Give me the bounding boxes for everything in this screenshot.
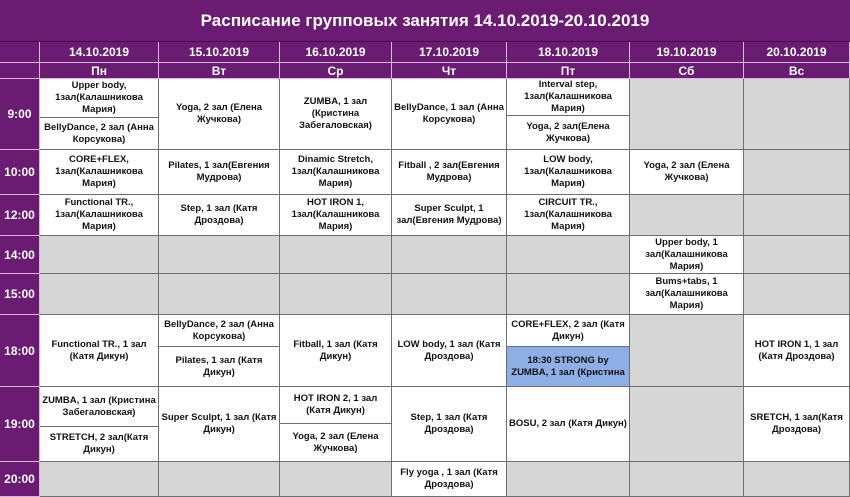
time-label: 19:00 (0, 387, 40, 462)
session-cell: SRETCH, 1 зал(Катя Дроздова) (744, 387, 850, 462)
session-cell: Functional TR., 1 зал (Катя Дикун) (40, 315, 159, 387)
page-title: Расписание групповых занятия 14.10.2019-20.10.2019 (0, 0, 850, 42)
day-weekday-header: Сб (630, 63, 744, 79)
session-cell: Upper body, 1зал(Калашникова Мария) (40, 79, 159, 118)
empty-cell (744, 150, 850, 195)
session-cell: HOT IRON 1, 1зал(Калашникова Мария) (280, 195, 392, 236)
day-date-header: 14.10.2019 (40, 42, 159, 63)
empty-cell (630, 462, 744, 497)
day-weekday-header: Чт (392, 63, 507, 79)
time-label: 14:00 (0, 236, 40, 274)
session-cell: LOW body, 1 зал (Катя Дроздова) (392, 315, 507, 387)
time-label: 18:00 (0, 315, 40, 387)
corner-cell (0, 63, 40, 79)
time-label: 15:00 (0, 274, 40, 315)
session-cell: CORE+FLEX, 1зал(Калашникова Мария) (40, 150, 159, 195)
day-date-header: 15.10.2019 (159, 42, 280, 63)
empty-cell (159, 274, 280, 315)
session-cell: Interval step, 1зал(Калашникова Мария) (507, 79, 630, 116)
session-cell: CORE+FLEX, 2 зал (Катя Дикун) (507, 315, 630, 347)
session-cell: CIRCUIT TR., 1зал(Калашникова Мария) (507, 195, 630, 236)
day-weekday-header: Вт (159, 63, 280, 79)
session-cell: Yoga, 2 зал(Елена Жучкова) (507, 116, 630, 150)
day-date-header: 19.10.2019 (630, 42, 744, 63)
session-cell: Fitball , 2 зал(Евгения Мудрова) (392, 150, 507, 195)
day-date-header: 16.10.2019 (280, 42, 392, 63)
session-cell: Yoga, 2 зал (Елена Жучкова) (280, 424, 392, 462)
session-cell: LOW body, 1зал(Калашникова Мария) (507, 150, 630, 195)
empty-cell (159, 462, 280, 497)
empty-cell (630, 79, 744, 150)
session-cell: BOSU, 2 зал (Катя Дикун) (507, 387, 630, 462)
time-label: 10:00 (0, 150, 40, 195)
session-cell: BellyDance, 2 зал (Анна Корсукова) (159, 315, 280, 347)
session-cell: Super Sculpt, 1 зал (Катя Дикун) (159, 387, 280, 462)
empty-cell (744, 274, 850, 315)
time-label: 20:00 (0, 462, 40, 497)
corner-cell (0, 42, 40, 63)
empty-cell (507, 236, 630, 274)
session-cell: BellyDance, 1 зал (Анна Корсукова) (392, 79, 507, 150)
empty-cell (40, 236, 159, 274)
empty-cell (280, 236, 392, 274)
empty-cell (392, 236, 507, 274)
empty-cell (744, 79, 850, 150)
session-cell: Yoga, 2 зал (Елена Жучкова) (630, 150, 744, 195)
session-cell: Pilates, 1 зал (Катя Дикун) (159, 347, 280, 387)
session-cell: ZUMBA, 1 зал (Кристина Забегаловская) (40, 387, 159, 427)
session-cell: BellyDance, 2 зал (Анна Корсукова) (40, 118, 159, 150)
day-weekday-header: Пт (507, 63, 630, 79)
empty-cell (40, 462, 159, 497)
empty-cell (744, 236, 850, 274)
session-cell: Fitball, 1 зал (Катя Дикун) (280, 315, 392, 387)
session-cell: Yoga, 2 зал (Елена Жучкова) (159, 79, 280, 150)
session-cell: Super Sculpt, 1 зал(Евгения Мудрова) (392, 195, 507, 236)
empty-cell (280, 462, 392, 497)
day-weekday-header: Ср (280, 63, 392, 79)
day-weekday-header: Пн (40, 63, 159, 79)
empty-cell (392, 274, 507, 315)
session-cell: Dinamic Stretch, 1зал(Калашникова Мария) (280, 150, 392, 195)
session-cell: Step, 1 зал (Катя Дроздова) (159, 195, 280, 236)
session-cell: 18:30 STRONG by ZUMBA, 1 зал (Кристина (507, 347, 630, 387)
time-label: 9:00 (0, 79, 40, 150)
day-date-header: 18.10.2019 (507, 42, 630, 63)
empty-cell (40, 274, 159, 315)
empty-cell (507, 274, 630, 315)
empty-cell (630, 387, 744, 462)
empty-cell (744, 195, 850, 236)
session-cell: Functional TR., 1зал(Калашникова Мария) (40, 195, 159, 236)
day-date-header: 17.10.2019 (392, 42, 507, 63)
session-cell: Fly yoga , 1 зал (Катя Дроздова) (392, 462, 507, 497)
empty-cell (744, 462, 850, 497)
session-cell: Pilates, 1 зал(Евгения Мудрова) (159, 150, 280, 195)
empty-cell (630, 315, 744, 387)
session-cell: STRETCH, 2 зал(Катя Дикун) (40, 427, 159, 462)
day-weekday-header: Вс (744, 63, 850, 79)
day-date-header: 20.10.2019 (744, 42, 850, 63)
session-cell: HOT IRON 2, 1 зал (Катя Дикун) (280, 387, 392, 424)
time-label: 12:00 (0, 195, 40, 236)
session-cell: Bums+tabs, 1 зал(Калашникова Мария) (630, 274, 744, 315)
empty-cell (280, 274, 392, 315)
session-cell: Upper body, 1 зал(Калашникова Мария) (630, 236, 744, 274)
empty-cell (630, 195, 744, 236)
session-cell: ZUMBA, 1 зал (Кристина Забегаловская) (280, 79, 392, 150)
empty-cell (507, 462, 630, 497)
session-cell: HOT IRON 1, 1 зал (Катя Дроздова) (744, 315, 850, 387)
session-cell: Step, 1 зал (Катя Дроздова) (392, 387, 507, 462)
empty-cell (159, 236, 280, 274)
